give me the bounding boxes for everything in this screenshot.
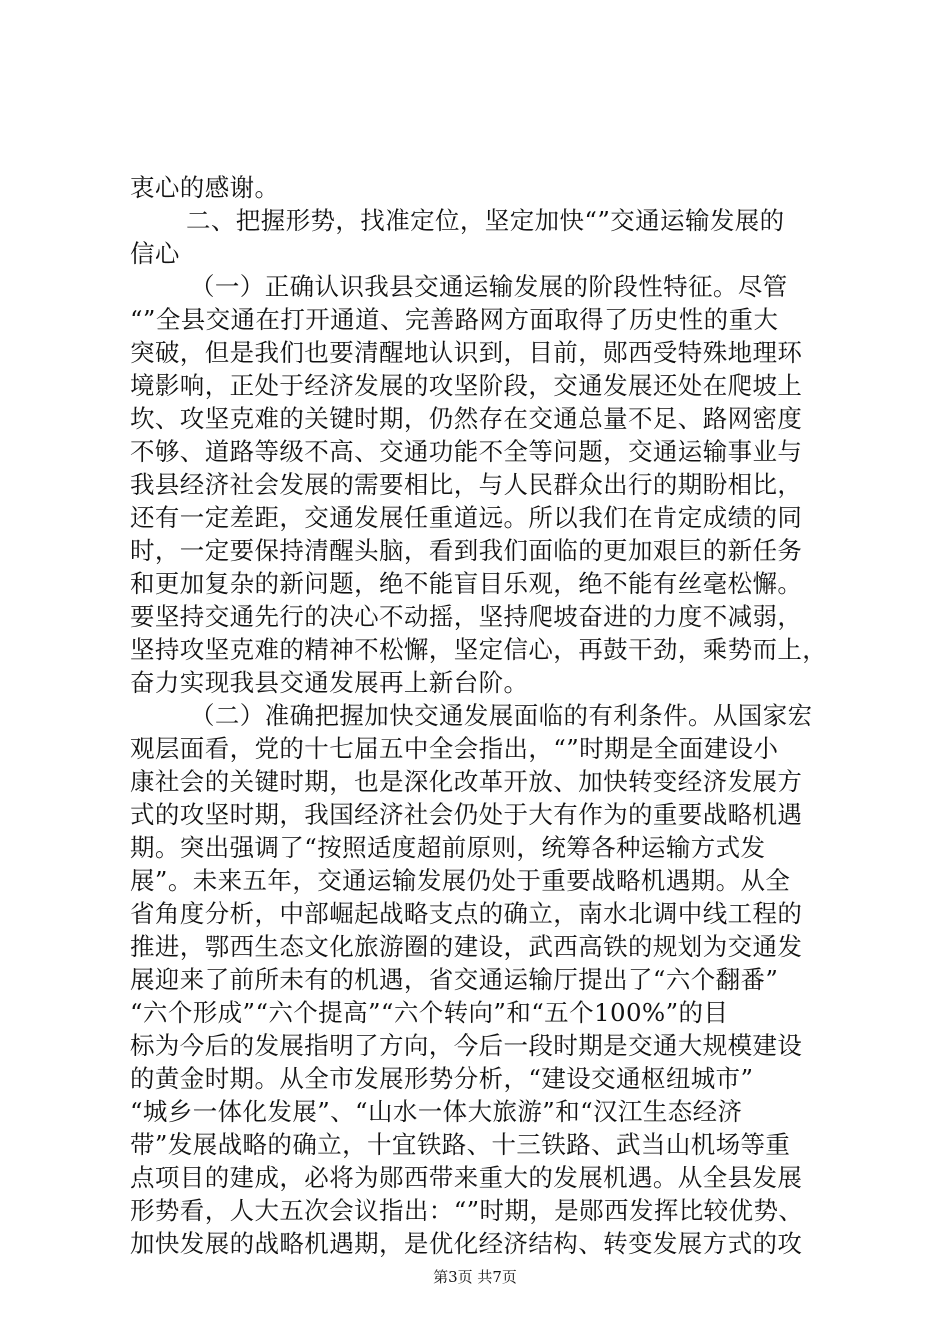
text-line: 期。突出强调了“按照适度超前原则，统筹各种运输方式发	[130, 833, 766, 862]
text-line: 突破，但是我们也要清醒地认识到，目前，郧西受特殊地理环	[130, 338, 803, 367]
document-body	[130, 171, 836, 1260]
text-line: 和更加复杂的新问题，绝不能盲目乐观，绝不能有丝毫松懈。	[130, 569, 803, 598]
text-line: 境影响，正处于经济发展的攻坚阶段，交通发展还处在爬坡上	[130, 371, 803, 400]
text-line: 不够、道路等级不高、交通功能不全等问题，交通运输事业与	[130, 437, 803, 466]
text-line: 展迎来了前所未有的机遇，省交通运输厅提出了“六个翻番”	[130, 965, 779, 994]
text-line: 加快发展的战略机遇期，是优化经济结构、转变发展方式的攻	[130, 1229, 803, 1258]
text-line: 带”发展战略的确立，十宜铁路、十三铁路、武当山机场等重	[130, 1130, 791, 1159]
text-line: “城乡一体化发展”、“山水一体大旅游”和“汉江生态经济	[130, 1097, 743, 1126]
paragraph-start: （二）准确把握加快交通发展面临的有利条件。从国家宏	[190, 701, 813, 730]
text-line: 坚持攻坚克难的精神不松懈，坚定信心，再鼓干劲，乘势而上，	[130, 635, 828, 664]
text-line: 观层面看，党的十七届五中全会指出，“”时期是全面建设小	[130, 734, 779, 763]
text-line: 形势看，人大五次会议指出：“”时期，是郧西发挥比较优势、	[130, 1196, 804, 1225]
text-line: 还有一定差距，交通发展任重道远。所以我们在肯定成绩的同	[130, 503, 803, 532]
text-line: 康社会的关键时期，也是深化改革开放、加快转变经济发展方	[130, 767, 803, 796]
text-line: 省角度分析，中部崛起战略支点的确立，南水北调中线工程的	[130, 899, 803, 928]
text-line: 推进，鄂西生态文化旅游圈的建设，武西高铁的规划为交通发	[130, 932, 803, 961]
text-line: 式的攻坚时期，我国经济社会仍处于大有作为的重要战略机遇	[130, 800, 803, 829]
paragraph-start: （一）正确认识我县交通运输发展的阶段性特征。尽管	[190, 272, 788, 301]
text-line: 的黄金时期。从全市发展形势分析，“建设交通枢纽城市”	[130, 1064, 754, 1093]
text-line: 展”。未来五年，交通运输发展仍处于重要战略机遇期。从全	[130, 866, 791, 895]
section-heading: 二、把握形势，找准定位，坚定加快“”交通运输发展的	[186, 206, 785, 235]
text-line: 衷心的感谢。	[130, 173, 280, 202]
section-heading-continued: 信心	[130, 239, 180, 268]
text-line: 坎、攻坚克难的关键时期，仍然存在交通总量不足、路网密度	[130, 404, 803, 433]
text-line: 点项目的建成，必将为郧西带来重大的发展机遇。从全县发展	[130, 1163, 803, 1192]
text-line: “”全县交通在打开通道、完善路网方面取得了历史性的重大	[130, 305, 779, 334]
page-number-footer: 第3页 共7页	[433, 1268, 517, 1286]
text-line: 时，一定要保持清醒头脑，看到我们面临的更加艰巨的新任务	[130, 536, 803, 565]
text-line: “六个形成”“六个提高”“六个转向”和“五个100%”的目	[130, 998, 729, 1027]
text-line: 标为今后的发展指明了方向，今后一段时期是交通大规模建设	[130, 1031, 803, 1060]
text-line: 奋力实现我县交通发展再上新台阶。	[130, 668, 529, 697]
text-line: 要坚持交通先行的决心不动摇，坚持爬坡奋进的力度不减弱，	[130, 602, 803, 631]
text-line: 我县经济社会发展的需要相比，与人民群众出行的期盼相比，	[130, 470, 803, 499]
